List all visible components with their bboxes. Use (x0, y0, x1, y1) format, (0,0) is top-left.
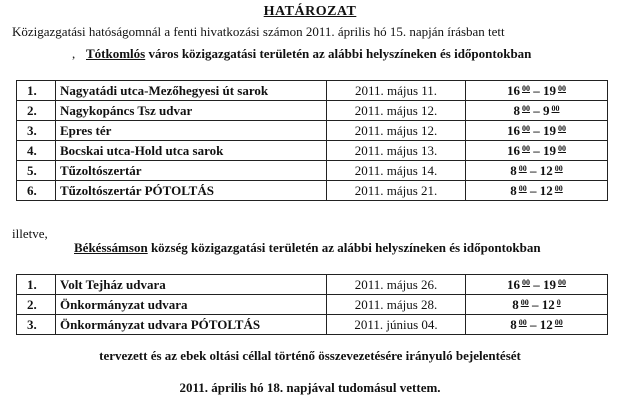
row-date: 2011. június 04. (327, 315, 466, 335)
time-end-minute: 00 (554, 163, 563, 173)
row-location: Önkormányzat udvara PÓTOLTÁS (56, 315, 327, 335)
row-time: 16 $^{00}$ – 19 $^{00}$ (466, 121, 608, 141)
intro-text: Közigazgatási hatóságomnál a fenti hivatkozási számon 2011. április hó 15. napján írásban tett (12, 24, 505, 39)
row-location: Nagykopáncs Tsz udvar (56, 101, 327, 121)
time-start-hour: 8 (513, 102, 520, 118)
row-location: Bocskai utca-Hold utca sarok (56, 141, 327, 161)
time-end-hour: 19 (543, 122, 556, 138)
time-start-minute: 00 (518, 183, 527, 193)
closing-line-2: 2011. április hó 18. napjával tudomásul vettem. (179, 380, 441, 395)
time-start-minute: 00 (522, 143, 530, 153)
table-row (17, 101, 608, 121)
time-end-hour: 12 (539, 182, 553, 198)
time-start-hour: 16 (507, 142, 520, 158)
document-title: HATÁROZAT (263, 4, 357, 19)
time-start-minute: 00 (518, 163, 527, 173)
time-end-minute: 00 (558, 123, 566, 133)
row-number: 3. (17, 315, 56, 335)
table-row (17, 141, 608, 161)
schedule-table-1 (16, 80, 608, 201)
time-start-minute: 00 (518, 317, 527, 327)
row-location: Volt Tejház udvara (56, 275, 327, 295)
row-number: 6. (17, 181, 56, 201)
row-time: 16 $^{00}$ – 19 $^{00}$ (466, 275, 608, 295)
section1-place: Tótkomlós (86, 46, 146, 61)
row-number: 5. (17, 161, 56, 181)
row-location: Nagyatádi utca-Mezőhegyesi út sarok (56, 81, 327, 101)
time-start-minute: 00 (522, 83, 530, 93)
row-time: 8 $^{00}$ – 9 $^{00}$ (466, 101, 608, 121)
time-end-minute: 0 (556, 297, 561, 307)
row-time: 16 $^{00}$ – 19 $^{00}$ (466, 81, 608, 101)
row-date: 2011. május 28. (327, 295, 466, 315)
table-row (17, 315, 608, 335)
row-location: Tűzoltószertár (56, 161, 327, 181)
row-number: 4. (17, 141, 56, 161)
time-end-minute: 00 (558, 143, 566, 153)
row-time: 8 $^{00}$ – 12 $^{00}$ (466, 161, 608, 181)
time-end-hour: 12 (541, 296, 555, 312)
row-location: Tűzoltószertár PÓTOLTÁS (56, 181, 327, 201)
table-row (17, 295, 608, 315)
time-end-minute: 00 (551, 103, 560, 113)
row-number: 2. (17, 101, 56, 121)
row-date: 2011. május 11. (327, 81, 466, 101)
table-row (17, 275, 608, 295)
time-start-hour: 8 (512, 296, 519, 312)
row-date: 2011. május 13. (327, 141, 466, 161)
time-start-minute: 00 (522, 277, 530, 287)
time-end-hour: 12 (539, 316, 553, 332)
closing-line-1: tervezett és az ebek oltási céllal történő összevezetésére irányuló bejelentését (99, 348, 521, 363)
row-date: 2011. május 26. (327, 275, 466, 295)
time-end-minute: 00 (554, 317, 563, 327)
row-date: 2011. május 14. (327, 161, 466, 181)
row-location: Önkormányzat udvara (56, 295, 327, 315)
time-start-hour: 8 (510, 182, 517, 198)
time-start-hour: 16 (507, 122, 520, 138)
between-text: illetve, (12, 226, 48, 241)
row-time: 16 $^{00}$ – 19 $^{00}$ (466, 141, 608, 161)
row-date: 2011. május 12. (327, 121, 466, 141)
time-end-minute: 00 (554, 183, 563, 193)
table-row (17, 181, 608, 201)
time-start-hour: 8 (510, 316, 517, 332)
row-location: Epres tér (56, 121, 327, 141)
row-time: 8 $^{00}$ – 12 $^0$ (466, 295, 608, 315)
time-start-hour: 16 (507, 82, 520, 98)
section1-rest: város közigazgatási területén az alábbi helyszíneken és időpontokban (145, 46, 532, 61)
row-date: 2011. május 21. (327, 181, 466, 201)
time-end-minute: 00 (558, 83, 566, 93)
time-end-hour: 19 (543, 276, 556, 292)
section2-place: Békéssámson (74, 240, 148, 255)
time-end-hour: 19 (543, 82, 556, 98)
time-start-minute: 00 (520, 297, 529, 307)
row-number: 1. (17, 81, 56, 101)
time-start-minute: 00 (522, 103, 530, 113)
table-row (17, 121, 608, 141)
row-time: 8 $^{00}$ – 12 $^{00}$ (466, 315, 608, 335)
time-end-hour: 9 (543, 102, 550, 118)
section1-heading (72, 46, 532, 62)
table-row (17, 81, 608, 101)
section2-heading (74, 240, 541, 256)
row-date: 2011. május 12. (327, 101, 466, 121)
row-number: 2. (17, 295, 56, 315)
table-row (17, 161, 608, 181)
stray-mark: , (72, 46, 76, 61)
schedule-table-2 (16, 274, 608, 335)
section2-rest: község közigazgatási területén az alábbi helyszíneken és időpontokban (147, 240, 541, 255)
row-number: 3. (17, 121, 56, 141)
time-start-hour: 16 (507, 276, 520, 292)
time-start-hour: 8 (510, 162, 517, 178)
row-number: 1. (17, 275, 56, 295)
time-end-minute: 00 (558, 277, 566, 287)
time-end-hour: 12 (539, 162, 553, 178)
time-end-hour: 19 (543, 142, 556, 158)
time-start-minute: 00 (522, 123, 530, 133)
row-time: 8 $^{00}$ – 12 $^{00}$ (466, 181, 608, 201)
